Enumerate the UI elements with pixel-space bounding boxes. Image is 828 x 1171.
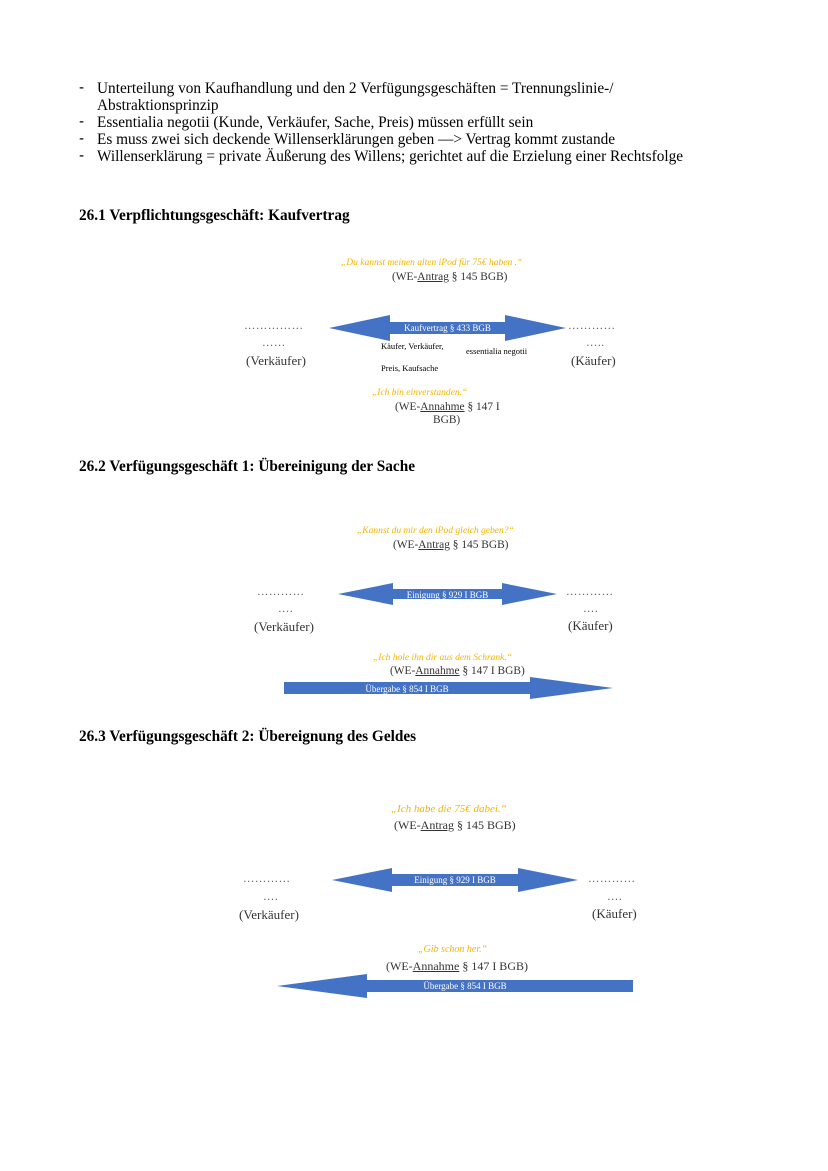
seller-label: (Verkäufer) xyxy=(254,619,314,634)
accept-reference: (WE-Annahme § 147 I BGB) xyxy=(390,665,525,677)
section-heading: 26.1 Verpflichtungsgeschäft: Kaufvertrag xyxy=(79,207,350,224)
accept-reference: (WE-Annahme § 147 I BGB) xyxy=(386,959,528,973)
bullet-text: Abstraktionsprinzip xyxy=(97,97,219,114)
seller-label: (Verkäufer) xyxy=(239,907,299,922)
bullet-dash: - xyxy=(79,79,85,96)
signature-dots-left: …… xyxy=(262,337,286,349)
signature-dots-left: …………… xyxy=(244,320,304,332)
seller-label: (Verkäufer) xyxy=(246,353,306,368)
signature-dots-right: ………… xyxy=(568,320,616,332)
accept-reference-line2: BGB) xyxy=(433,414,461,426)
signature-dots-left: ………… xyxy=(257,586,305,598)
bullet-text: Essentialia negotii (Kunde, Verkäufer, Sache, Preis) müssen erfüllt sein xyxy=(97,114,534,131)
offer-quote: „Ich habe die 75€ dabei.“ xyxy=(391,803,507,815)
bullet-text: Unterteilung von Kaufhandlung und den 2 Verfügungsgeschäften = Trennungslinie-/ xyxy=(97,80,614,97)
buyer-label: (Käufer) xyxy=(571,353,616,368)
bullet-dash: - xyxy=(79,147,85,164)
transfer-label: Übergabe § 854 I BGB xyxy=(423,981,507,991)
signature-dots-right: ….. xyxy=(586,337,605,349)
signature-dots-left: ………… xyxy=(243,873,291,885)
offer-quote: „Kannst du mir den iPod gleich geben?“ xyxy=(357,526,514,536)
section-heading: 26.2 Verfügungsgeschäft 1: Übereinigung der Sache xyxy=(79,458,415,475)
accept-quote: „Ich hole ihn dir aus dem Schrank.“ xyxy=(373,653,513,663)
offer-reference: (WE-Antrag § 145 BGB) xyxy=(394,818,516,832)
offer-reference: (WE-Antrag § 145 BGB) xyxy=(393,539,509,551)
buyer-label: (Käufer) xyxy=(568,618,613,633)
signature-dots-left: …. xyxy=(263,891,279,903)
signature-dots-right: …. xyxy=(607,891,623,903)
arrow-label: Einigung § 929 I BGB xyxy=(406,590,489,600)
offer-quote: „Du kannst meinen alten iPod für 75€ haben .“ xyxy=(341,258,523,268)
offer-reference: (WE-Antrag § 145 BGB) xyxy=(392,271,508,283)
signature-dots-right: …. xyxy=(583,603,599,615)
buyer-label: (Käufer) xyxy=(592,906,637,921)
accept-reference: (WE-Annahme § 147 I xyxy=(395,401,500,413)
section-heading: 26.3 Verfügungsgeschäft 2: Übereignung des Geldes xyxy=(79,728,417,745)
signature-dots-right: ………… xyxy=(588,873,636,885)
bullet-text: Willenserklärung = private Äußerung des Willens; gerichtet auf die Erzielung einer Rechtsfolge xyxy=(97,148,684,165)
transfer-label: Übergabe § 854 I BGB xyxy=(365,684,449,694)
signature-dots-left: …. xyxy=(278,603,294,615)
arrow-label: Kaufvertrag § 433 BGB xyxy=(404,323,491,333)
note-text: Käufer, Verkäufer, xyxy=(381,341,444,351)
accept-quote: „Ich bin einverstanden.“ xyxy=(372,388,468,398)
bullet-text: Es muss zwei sich deckende Willenserklärungen geben —> Vertrag kommt zustande xyxy=(97,131,616,148)
note-text: Preis, Kaufsache xyxy=(381,363,439,373)
accept-quote: „Gib schon her.“ xyxy=(418,944,488,955)
signature-dots-right: ………… xyxy=(566,586,614,598)
bullet-dash: - xyxy=(79,113,85,130)
arrow-label: Einigung § 929 I BGB xyxy=(414,875,496,885)
bullet-dash: - xyxy=(79,130,85,147)
note-text: essentialia negotii xyxy=(466,346,528,356)
